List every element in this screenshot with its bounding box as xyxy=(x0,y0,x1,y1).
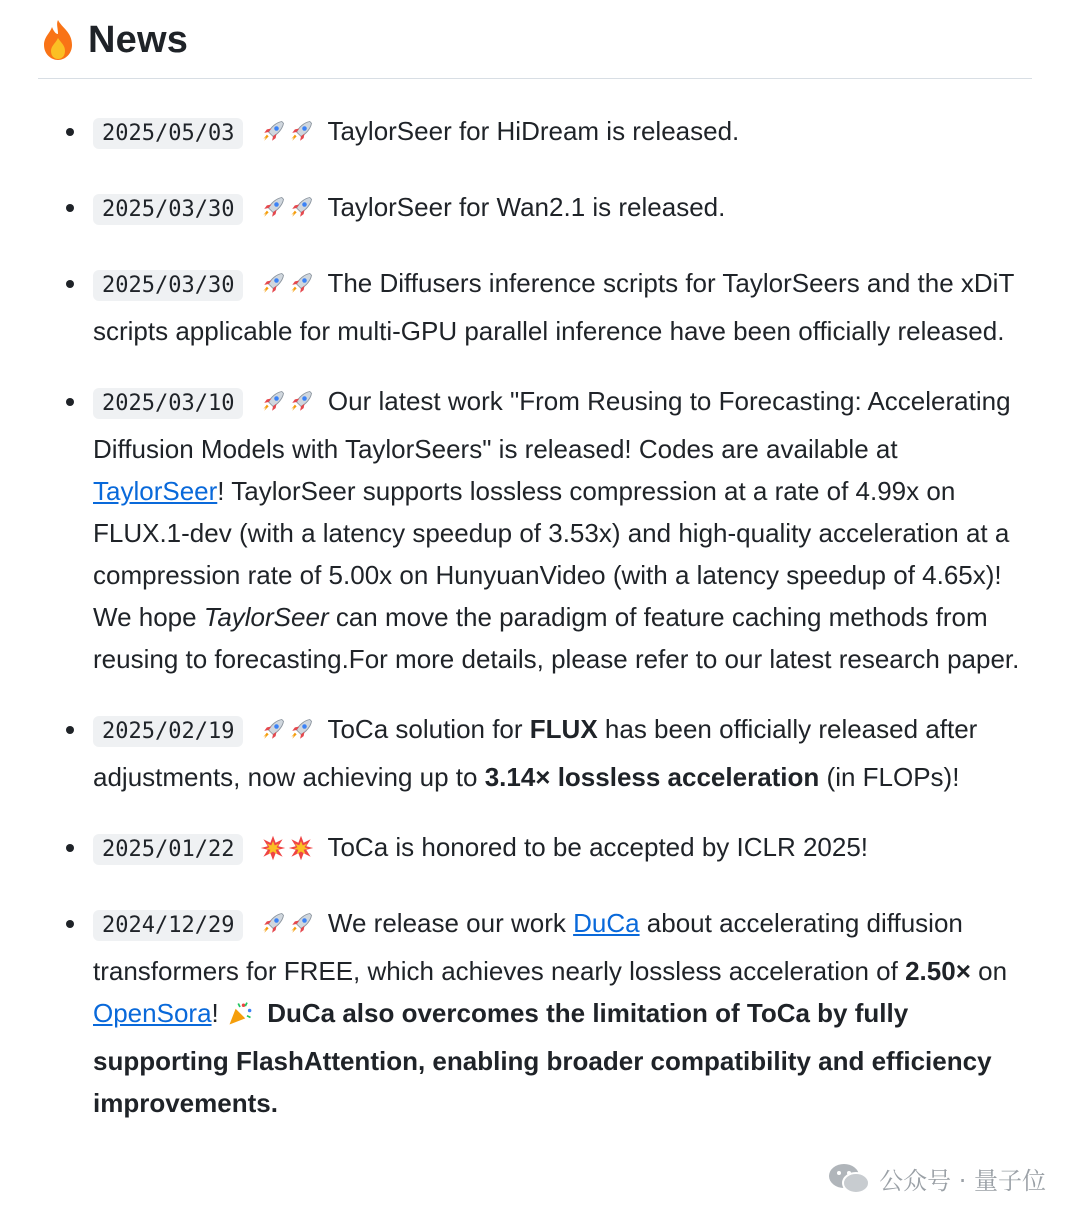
list-item xyxy=(93,380,1033,680)
date-badge: 2025/02/19 xyxy=(93,716,243,747)
list-item xyxy=(93,708,1033,798)
item-text: (in FLOPs)! xyxy=(819,762,960,792)
watermark-text: 公众号 · 量子位 xyxy=(879,1167,1046,1195)
date-badge: 2025/01/22 xyxy=(93,834,243,865)
item-text: TaylorSeer for HiDream is released. xyxy=(327,116,740,146)
item-text: on xyxy=(970,956,1008,986)
fire-icon xyxy=(38,18,78,62)
rocket-icon xyxy=(259,268,315,310)
list-item xyxy=(93,110,1033,158)
item-text: Our latest work "From Reusing to Forecasting: Accelerating Diffusion Models with TaylorSeers" is released! Codes are available at xyxy=(93,386,1011,464)
item-text: about accelerating diffusion transformers for FREE, which achieves nearly lossless acceleration of xyxy=(93,908,963,986)
collision-icon xyxy=(259,832,315,874)
item-bold: 2.50× xyxy=(905,956,971,986)
duca-link[interactable]: DuCa xyxy=(573,908,640,938)
list-item xyxy=(93,826,1033,874)
date-badge: 2025/05/03 xyxy=(93,118,243,149)
item-italic: TaylorSeer xyxy=(203,602,329,632)
date-badge: 2025/03/30 xyxy=(93,270,243,301)
date-badge: 2024/12/29 xyxy=(93,910,243,941)
opensora-link[interactable]: OpenSora xyxy=(93,998,212,1028)
news-heading xyxy=(38,18,1032,79)
item-text: ToCa solution for xyxy=(327,714,530,744)
rocket-icon xyxy=(259,192,315,234)
date-badge: 2025/03/10 xyxy=(93,388,243,419)
list-item xyxy=(93,186,1033,234)
item-bold: DuCa also overcomes the limitation of ToCa by fully supporting FlashAttention, enabling broader compatibility and efficiency improvements. xyxy=(93,998,992,1118)
party-popper-icon xyxy=(226,998,254,1040)
item-text: ! xyxy=(211,998,226,1028)
rocket-icon xyxy=(259,908,315,950)
page-title: News xyxy=(88,18,189,61)
taylorseer-link[interactable]: TaylorSeer xyxy=(93,476,218,506)
item-bold: 3.14× lossless acceleration xyxy=(484,762,820,792)
list-item xyxy=(93,902,1033,1124)
rocket-icon xyxy=(259,386,315,428)
rocket-icon xyxy=(259,116,315,158)
date-badge: 2025/03/30 xyxy=(93,194,243,225)
item-text: ! TaylorSeer supports lossless compression at a rate of 4.99x on FLUX.1-dev (with a latency speedup of 3.53x) and high-quality acceleration at a compression rate of 5.00x on HunyuanVideo (with a latency speedup of 4.65x)! We hope xyxy=(93,476,1010,632)
list-item xyxy=(93,262,1033,352)
item-text: ToCa is honored to be accepted by ICLR 2025! xyxy=(327,832,869,862)
item-text: We release our work xyxy=(327,908,574,938)
item-text: The Diffusers inference scripts for TaylorSeers and the xDiT scripts applicable for multi-GPU parallel inference have been officially released. xyxy=(93,268,1014,346)
rocket-icon xyxy=(259,714,315,756)
item-text: TaylorSeer for Wan2.1 is released. xyxy=(327,192,726,222)
item-text: has been officially released after adjustments, now achieving up to xyxy=(93,714,978,792)
news-list xyxy=(93,110,1033,1152)
wechat-icon xyxy=(827,1162,871,1196)
item-bold: FLUX xyxy=(529,714,598,744)
item-text: can move the paradigm of feature caching methods from reusing to forecasting.For more details, please refer to our latest research paper. xyxy=(93,602,1020,674)
watermark xyxy=(827,1161,1046,1196)
